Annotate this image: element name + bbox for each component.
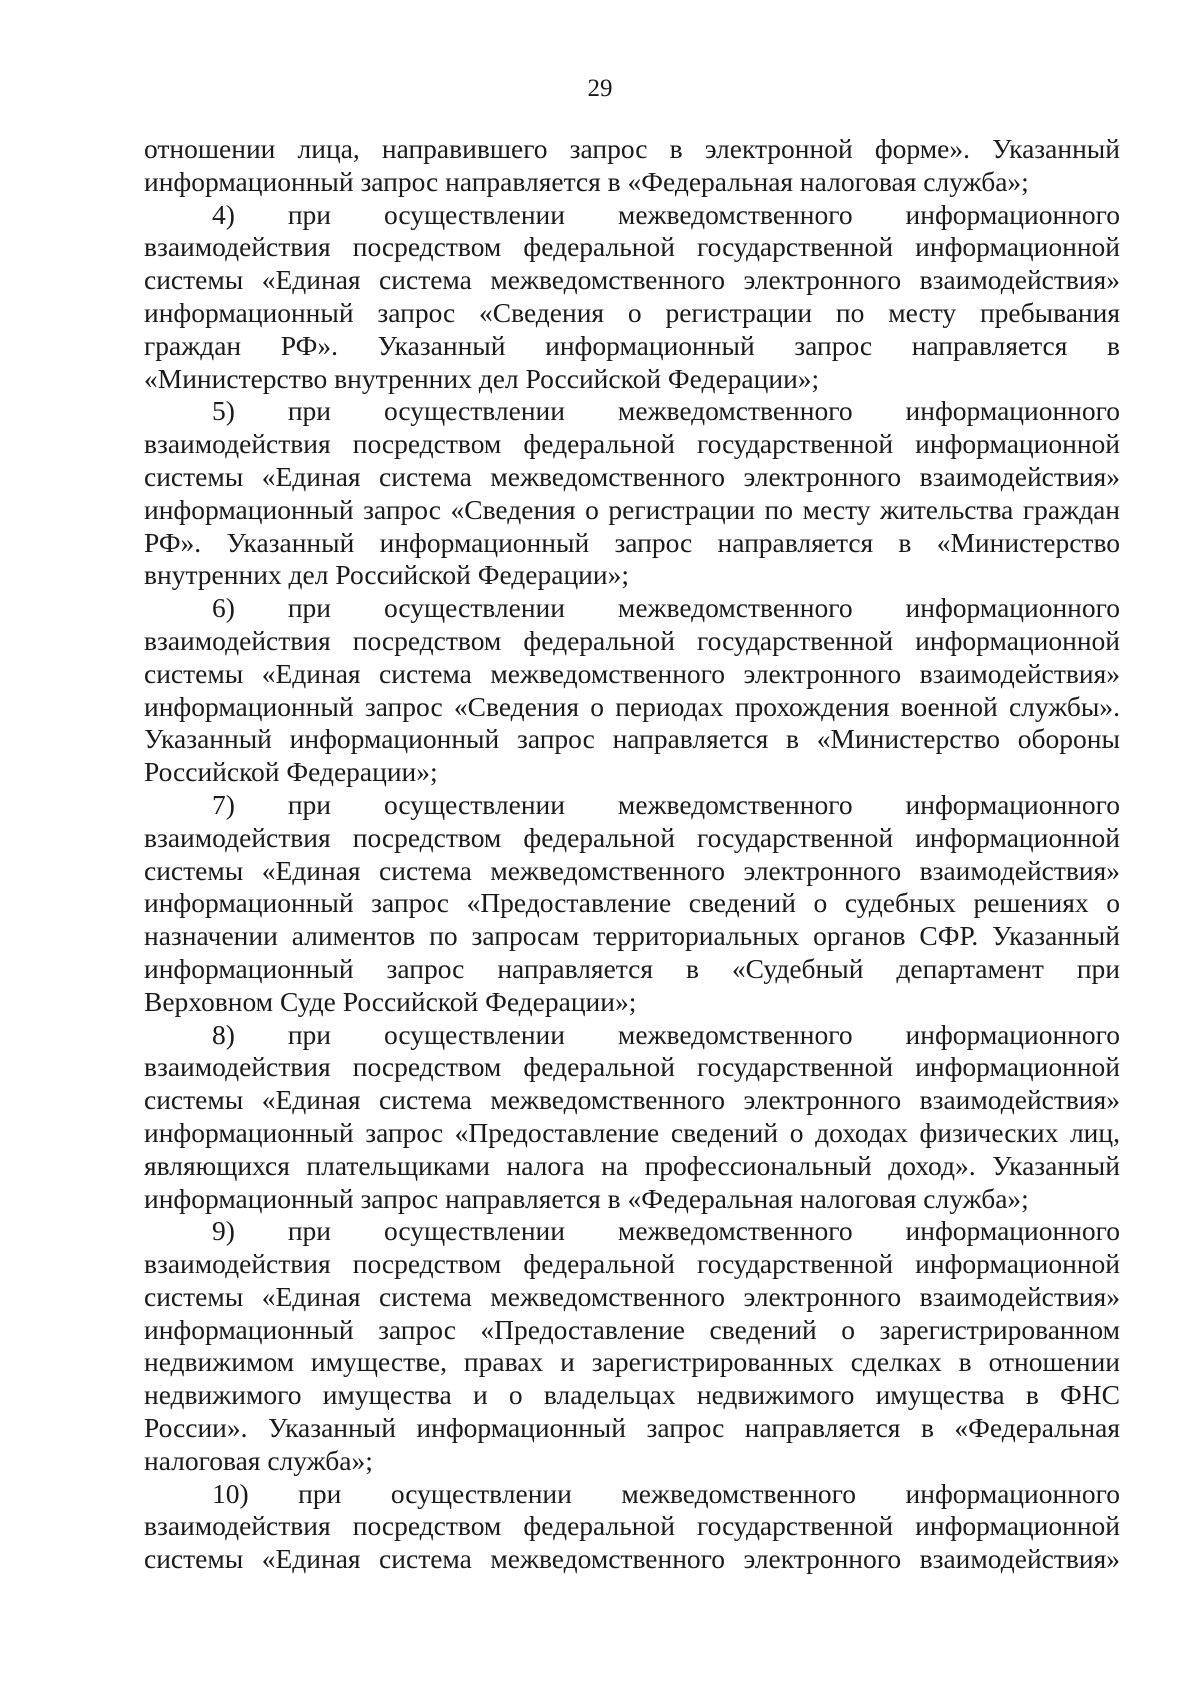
- text-line: системы «Единая система межведомственного электронного взаимодействия»: [144, 1543, 1120, 1575]
- text-line: 10) при осуществлении межведомственного информационного: [212, 1477, 1120, 1509]
- text-line: взаимодействия посредством федеральной государственной информационной: [144, 231, 1120, 263]
- page-number: 29: [587, 75, 613, 102]
- text-line: назначении алиментов по запросам территориальных органов СФР. Указанный: [144, 920, 1120, 952]
- text-line: взаимодействия посредством федеральной государственной информационной: [144, 428, 1120, 460]
- text-line: 7) при осуществлении межведомственного информационного: [212, 788, 1120, 820]
- text-line: 6) при осуществлении межведомственного информационного: [212, 592, 1120, 624]
- text-line: взаимодействия посредством федеральной государственной информационной: [144, 821, 1120, 853]
- text-line: «Министерство внутренних дел Российской Федерации»;: [144, 362, 820, 394]
- text-line: информационный запрос «Предоставление сведений о судебных решениях о: [144, 887, 1120, 919]
- text-line: информационный запрос направляется в «Федеральная налоговая служба»;: [144, 165, 1029, 197]
- text-line: Российской Федерации»;: [144, 756, 438, 788]
- text-line: информационный запрос «Предоставление сведений о зарегистрированном: [144, 1313, 1120, 1345]
- text-line: России». Указанный информационный запрос направляется в «Федеральная: [144, 1412, 1120, 1444]
- text-line: взаимодействия посредством федеральной государственной информационной: [144, 1510, 1120, 1542]
- text-line: системы «Единая система межведомственного электронного взаимодействия»: [144, 264, 1120, 296]
- text-line: системы «Единая система межведомственного электронного взаимодействия»: [144, 460, 1120, 492]
- text-line: отношении лица, направившего запрос в электронной форме». Указанный: [144, 133, 1120, 164]
- text-line: Указанный информационный запрос направляется в «Министерство обороны: [144, 723, 1120, 755]
- text-line: системы «Единая система межведомственного электронного взаимодействия»: [144, 1084, 1120, 1116]
- text-line: взаимодействия посредством федеральной государственной информационной: [144, 624, 1120, 656]
- text-line: 4) при осуществлении межведомственного информационного: [212, 198, 1120, 230]
- text-line: граждан РФ». Указанный информационный запрос направляется в: [144, 329, 1120, 361]
- text-line: 5) при осуществлении межведомственного информационного: [212, 395, 1120, 427]
- text-line: информационный запрос «Сведения о периодах прохождения военной службы».: [144, 690, 1120, 722]
- text-line: информационный запрос «Сведения о регистрации по месту пребывания: [144, 296, 1120, 328]
- text-line: информационный запрос направляется в «Федеральная налоговая служба»;: [144, 1182, 1029, 1214]
- text-line: РФ». Указанный информационный запрос направляется в «Министерство: [144, 526, 1120, 558]
- text-line: информационный запрос направляется в «Судебный департамент при: [144, 952, 1120, 984]
- text-line: внутренних дел Российской Федерации»;: [144, 559, 629, 591]
- text-line: системы «Единая система межведомственного электронного взаимодействия»: [144, 1280, 1120, 1312]
- text-line: 8) при осуществлении межведомственного информационного: [212, 1018, 1120, 1050]
- text-line: взаимодействия посредством федеральной государственной информационной: [144, 1248, 1120, 1280]
- text-line: информационный запрос «Сведения о регистрации по месту жительства граждан: [144, 493, 1120, 525]
- text-line: 9) при осуществлении межведомственного информационного: [212, 1215, 1120, 1247]
- document-body: [144, 133, 1120, 1576]
- text-line: Верховном Суде Российской Федерации»;: [144, 985, 637, 1017]
- text-line: информационный запрос «Предоставление сведений о доходах физических лиц,: [144, 1116, 1120, 1148]
- text-line: взаимодействия посредством федеральной государственной информационной: [144, 1051, 1120, 1083]
- text-line: недвижимом имуществе, правах и зарегистрированных сделках в отношении: [144, 1346, 1120, 1378]
- text-line: системы «Единая система межведомственного электронного взаимодействия»: [144, 657, 1120, 689]
- text-line: недвижимого имущества и о владельцах недвижимого имущества в ФНС: [144, 1379, 1120, 1411]
- text-line: системы «Единая система межведомственного электронного взаимодействия»: [144, 854, 1120, 886]
- text-line: являющихся плательщиками налога на профессиональный доход». Указанный: [144, 1149, 1120, 1181]
- text-line: налоговая служба»;: [144, 1444, 373, 1476]
